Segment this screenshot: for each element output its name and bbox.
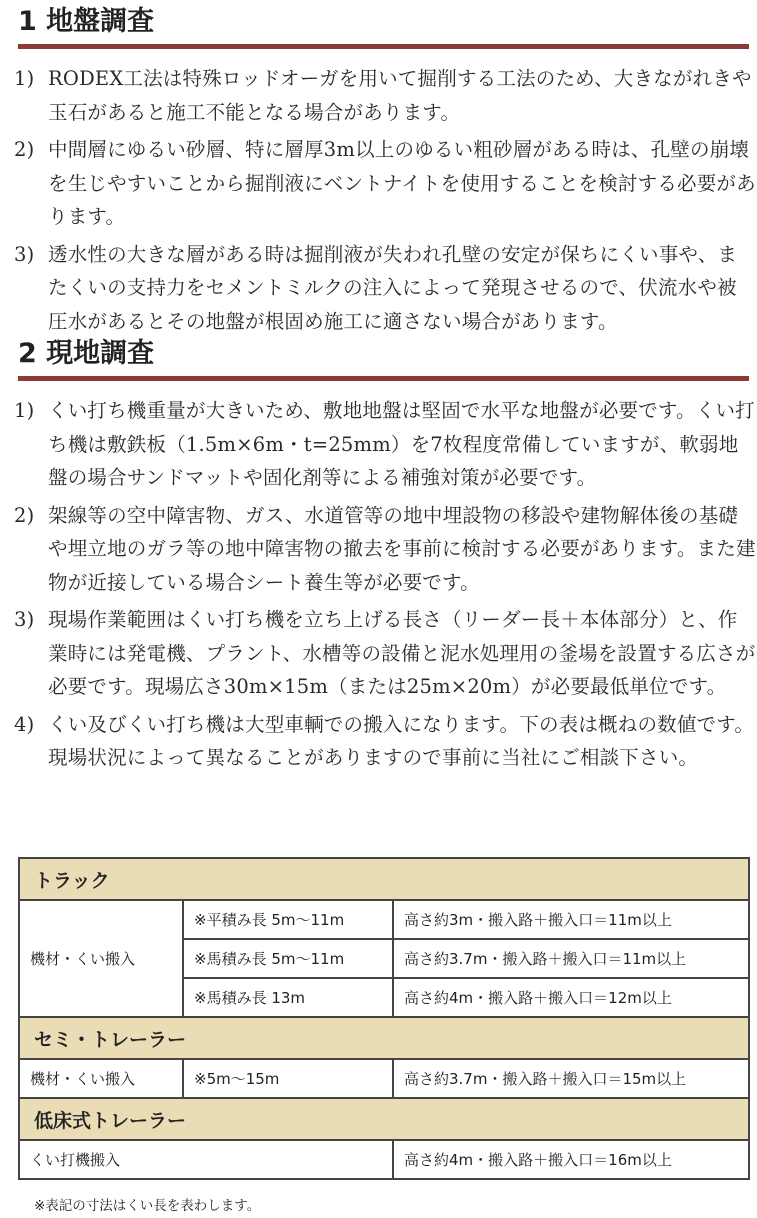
- table-band-truck: [19, 858, 749, 900]
- item-number: 2): [14, 503, 35, 527]
- length-cell: ※5m〜15m: [183, 1059, 393, 1098]
- table-row: [19, 1140, 749, 1179]
- list-item: [14, 603, 756, 704]
- list-item: [14, 708, 756, 775]
- item-number: 1): [14, 67, 35, 90]
- requirement-cell: 高さ約3.7m・搬入路＋搬入口＝11m以上: [393, 939, 749, 978]
- category-cell: 機材・くい搬入: [19, 900, 183, 1017]
- item-number: 4): [14, 712, 35, 736]
- item-number: 2): [14, 138, 35, 161]
- list-item: [14, 238, 756, 339]
- item-text: 中間層にゆるい砂層、特に層厚3m以上のゆるい粗砂層がある時は、孔壁の崩壊を生じやすいことから掘削液にベントナイトを使用することを検討する必要があります。: [48, 138, 756, 228]
- requirement-cell: 高さ約3m・搬入路＋搬入口＝11m以上: [393, 900, 749, 939]
- band-label: 低床式トレーラー: [19, 1098, 749, 1140]
- section-1-heading: 1 地盤調査: [18, 6, 155, 37]
- list-item: [14, 394, 756, 495]
- item-text: 透水性の大きな層がある時は掘削液が失われ孔壁の安定が保ちにくい事や、またくいの支持力をセメントミルクの注入によって発現させるので、伏流水や被圧水があるとその地盤が根固め施工に適さない場合があります。: [48, 242, 738, 333]
- section-1-items: [14, 62, 756, 338]
- length-cell: ※馬積み長 13m: [183, 978, 393, 1017]
- length-cell: ※馬積み長 5m〜11m: [183, 939, 393, 978]
- section-1-rule: [18, 44, 749, 49]
- transport-spec-table: [18, 857, 750, 1180]
- category-cell: くい打機搬入: [19, 1140, 393, 1179]
- item-text: 現場作業範囲はくい打ち機を立ち上げる長さ（リーダー長＋本体部分）と、作業時には発電機、プラント、水槽等の設備と泥水処理用の釜場を設置する広さが必要です。現場広さ30m×15m（または25m×20m）が必要最低単位です。: [48, 608, 756, 698]
- table-footnote: ※表記の寸法はくい長を表わします。: [34, 1198, 261, 1214]
- table-row: [19, 900, 749, 939]
- requirement-cell: 高さ約4m・搬入路＋搬入口＝12m以上: [393, 978, 749, 1017]
- item-text: くい打ち機重量が大きいため、敷地地盤は堅固で水平な地盤が必要です。くい打ち機は敷鉄板（1.5m×6m・t=25mm）を7枚程度常備していますが、軟弱地盤の場合サンドマットや固化剤等による補強対策が必要です。: [48, 399, 755, 489]
- list-item: [14, 62, 756, 129]
- table-row: [19, 1059, 749, 1098]
- list-item: [14, 133, 756, 234]
- band-label: トラック: [19, 858, 749, 900]
- section-2-rule: [18, 376, 749, 381]
- section-2-items: [14, 394, 756, 775]
- list-item: [14, 499, 756, 600]
- item-text: くい及びくい打ち機は大型車輌での搬入になります。下の表は概ねの数値です。現場状況によって異なることがありますので事前に当社にご相談下さい。: [48, 712, 755, 769]
- item-number: 1): [14, 399, 35, 422]
- requirement-cell: 高さ約4m・搬入路＋搬入口＝16m以上: [393, 1140, 749, 1179]
- section-2-heading: 2 現地調査: [18, 338, 155, 369]
- table-band-lowbed-trailer: [19, 1098, 749, 1140]
- item-number: 3): [14, 242, 35, 266]
- band-label: セミ・トレーラー: [19, 1017, 749, 1059]
- table-band-semi-trailer: [19, 1017, 749, 1059]
- requirement-cell: 高さ約3.7m・搬入路＋搬入口＝15m以上: [393, 1059, 749, 1098]
- item-text: RODEX工法は特殊ロッドオーガを用いて掘削する工法のため、大きながれきや玉石があると施工不能となる場合があります。: [48, 67, 752, 124]
- category-cell: 機材・くい搬入: [19, 1059, 183, 1098]
- item-number: 3): [14, 608, 35, 631]
- length-cell: ※平積み長 5m〜11m: [183, 900, 393, 939]
- item-text: 架線等の空中障害物、ガス、水道管等の地中埋設物の移設や建物解体後の基礎や埋立地のガラ等の地中障害物の撤去を事前に検討する必要があります。また建物が近接している場合シート養生等が必要です。: [48, 503, 756, 594]
